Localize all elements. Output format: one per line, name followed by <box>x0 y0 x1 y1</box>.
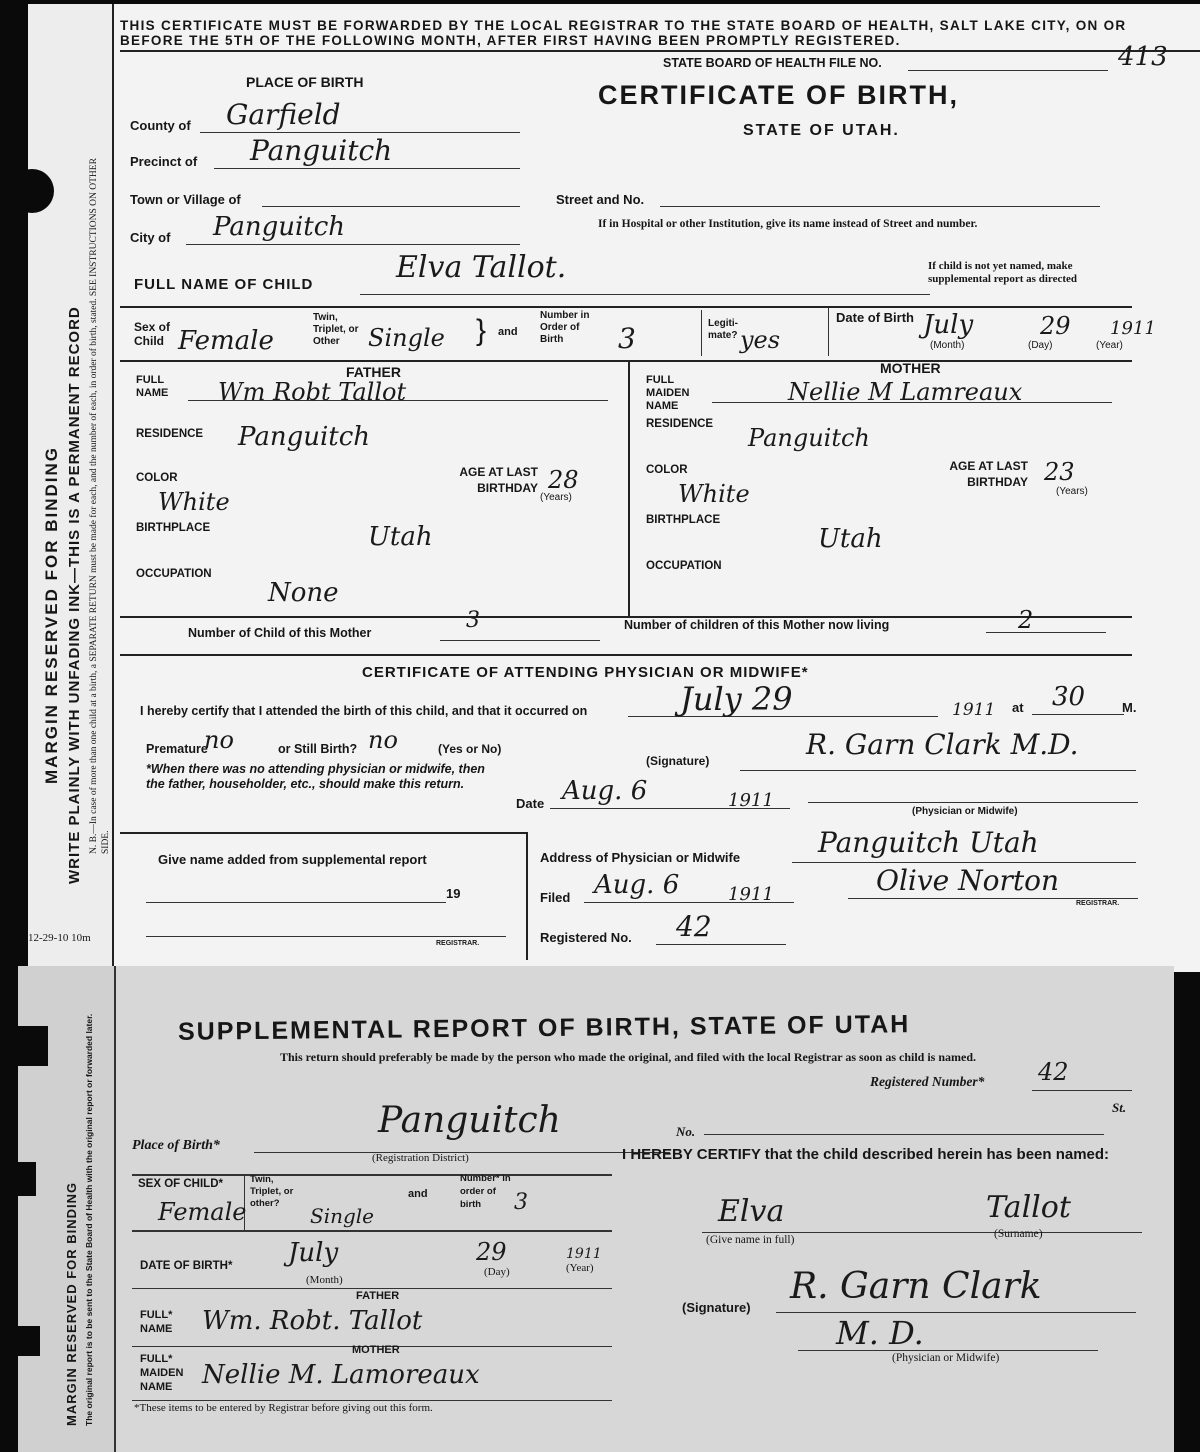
supplemental-19: 19 <box>446 886 461 901</box>
county-line <box>200 132 520 133</box>
mother-maiden-name-label: FULL* MAIDEN NAME <box>140 1353 184 1393</box>
supplemental-registrar-label: REGISTRAR. <box>436 940 480 947</box>
still-birth-label: or Still Birth? <box>278 742 358 756</box>
children-living-label: Number of children of this Mother now living <box>624 618 890 632</box>
hospital-note: If in Hospital or other Institution, give its name instead of Street and number. <box>598 218 978 230</box>
mother-name-value: Nellie M Lamreaux <box>788 378 1023 406</box>
father-birthplace-value: Utah <box>368 522 433 552</box>
father-age-label: AGE AT LAST BIRTHDAY <box>459 465 538 495</box>
father-header: FATHER <box>356 1290 400 1302</box>
dob-label: Date of Birth <box>836 310 914 325</box>
mother-maiden-name-value: Nellie M. Lamoreaux <box>202 1360 480 1390</box>
father-birthplace-label: BIRTHPLACE <box>136 522 211 534</box>
street-line <box>660 206 1100 207</box>
m-label: M. <box>1122 700 1137 715</box>
and-label: and <box>498 326 518 338</box>
punch-hole <box>10 169 54 213</box>
mother-residence-label: RESIDENCE <box>646 418 714 430</box>
form-code: 12-29-10 10m <box>28 932 91 944</box>
physician-footnote: *When there was no attending physician or midwife, then the father, householder, etc., should make this return. <box>146 762 485 791</box>
filed-value: Aug. 6 <box>594 870 680 900</box>
father-color-value: White <box>158 488 230 516</box>
still-birth-value: no <box>368 726 398 754</box>
certificate-title: CERTIFICATE OF BIRTH, <box>598 80 959 110</box>
at-line <box>1032 714 1124 715</box>
mother-years-label: (Years) <box>1056 486 1088 497</box>
precinct-line <box>214 168 520 169</box>
grid-rule <box>132 1400 612 1401</box>
child-name-label: FULL NAME OF CHILD <box>134 276 314 293</box>
registered-number-label: Registered Number* <box>870 1074 985 1089</box>
dob-day: 29 <box>1040 312 1071 340</box>
registrar-label: REGISTRAR. <box>1076 900 1120 907</box>
twin-label: Twin, Triplet, or Other <box>313 312 359 347</box>
father-header: FATHER <box>346 364 401 380</box>
signature-value: R. Garn Clark M.D. <box>806 728 1079 761</box>
registered-no-line <box>656 944 786 945</box>
supplemental-title: SUPPLEMENTAL REPORT OF BIRTH, STATE OF UTAH <box>177 1010 911 1046</box>
date-value: Aug. 6 <box>562 776 648 806</box>
registered-number-line <box>1032 1090 1132 1091</box>
address-value: Panguitch Utah <box>818 826 1039 859</box>
child-name-value: Elva Tallot. <box>396 250 567 285</box>
margin-note-text: N. B.—In case of more than one child at a birth, a SEPARATE RETURN must be made for each, and the number of each, in order of birth, stated. SEE INSTRUCTIONS ON OTHER SIDE. <box>89 158 111 854</box>
registrar-signature: Olive Norton <box>876 864 1060 897</box>
header-notice: THIS CERTIFICATE MUST BE FORWARDED BY THE LOCAL REGISTRAR TO THE STATE BOARD OF HEALTH, SALT LAKE CITY, ON OR BEFORE THE 5TH OF THE FOLLOWING MONTH, AFTER FIRST HAVING BEEN PROMPTLY REGISTERED. <box>120 18 1127 48</box>
file-no-value: 413 <box>1118 42 1168 72</box>
mother-name-label: FULL MAIDEN NAME <box>646 374 690 412</box>
binding-margin <box>28 4 114 972</box>
supplemental-name-line <box>146 902 446 903</box>
supp-signature-label: (Signature) <box>682 1300 751 1315</box>
sex-of-child-label: SEX OF CHILD* <box>138 1178 223 1190</box>
date-year: 1911 <box>728 790 774 811</box>
torn-edge <box>18 1326 40 1356</box>
torn-edge <box>18 1026 48 1066</box>
father-name-label: FULL NAME <box>136 374 169 399</box>
day-label: (Day) <box>1028 340 1053 351</box>
filed-label: Filed <box>540 890 571 905</box>
mother-color-value: White <box>678 480 750 508</box>
premature-label: Premature <box>146 742 208 756</box>
physician-or-midwife-label: (Physician or Midwife) <box>912 806 1018 817</box>
supplemental-margin-binding: MARGIN RESERVED FOR BINDING <box>64 1181 79 1426</box>
child-of-mother-line <box>440 640 600 641</box>
supplemental-footnote: *These items to be entered by Registrar before giving out this form. <box>134 1402 433 1414</box>
sex-label: Sex of Child <box>134 320 171 348</box>
county-value: Garfield <box>226 98 341 131</box>
supp-month-label: (Month) <box>306 1274 343 1286</box>
counts-rule <box>120 654 1132 656</box>
place-of-birth-label: Place of Birth* <box>132 1138 220 1153</box>
dob-year: 1911 <box>1110 318 1156 339</box>
address-line <box>792 862 1136 863</box>
date-label: Date <box>516 796 545 811</box>
file-no-label: STATE BOARD OF HEALTH FILE NO. <box>663 56 882 70</box>
supp-signature-line <box>776 1312 1136 1313</box>
supplemental-subtitle: This return should preferably be made by the person who made the original, and filed with the local Registrar as soon as child is named. <box>279 1050 977 1064</box>
street-no-label: No. <box>676 1124 696 1139</box>
supplemental-registrar-line <box>146 936 506 937</box>
registered-no-label: Registered No. <box>540 930 632 945</box>
certify-named-text <box>622 1144 1142 1166</box>
mother-occupation-label: OCCUPATION <box>646 560 722 572</box>
mother-age-value: 23 <box>1044 458 1075 486</box>
yes-no-label: (Yes or No) <box>438 742 502 756</box>
certify-date-value: July 29 <box>680 680 793 718</box>
street-label: Street and No. <box>556 192 645 207</box>
supplemental-name-label: Give name added from supplemental report <box>158 852 427 867</box>
town-label: Town or Village of <box>130 192 241 207</box>
at-value: 30 <box>1052 682 1086 712</box>
mother-age-label: AGE AT LAST BIRTHDAY <box>949 459 1028 489</box>
address-label: Address of Physician or Midwife <box>540 850 741 865</box>
surname-value: Tallot <box>986 1190 1071 1225</box>
year-label: (Year) <box>1096 340 1123 351</box>
precinct-value: Panguitch <box>250 134 393 167</box>
order-of-birth-value: 3 <box>514 1190 528 1215</box>
sex-value: Female <box>178 326 274 356</box>
county-label: County of <box>130 118 191 133</box>
registered-no-value: 42 <box>676 910 712 943</box>
month-label: (Month) <box>930 340 965 351</box>
certificate-of-birth <box>28 4 1200 972</box>
dob-year: 1911 <box>566 1246 602 1262</box>
father-color-label: COLOR <box>136 472 178 484</box>
given-name-value: Elva <box>718 1194 785 1229</box>
given-name-line <box>702 1232 1142 1233</box>
dob-label: DATE OF BIRTH* <box>140 1260 233 1272</box>
st-label: St. <box>1112 1100 1127 1115</box>
supplemental-margin-note: The original report is to be sent to the State Board of Health with the original report or forwarded later. <box>84 1013 94 1426</box>
margin-binding-text: MARGIN RESERVED FOR BINDING <box>42 446 61 784</box>
child-name-line <box>360 294 930 295</box>
mother-birthplace-value: Utah <box>818 524 883 554</box>
mother-color-label: COLOR <box>646 464 688 476</box>
file-no-line <box>908 70 1108 71</box>
father-occupation-label: OCCUPATION <box>136 568 212 580</box>
premature-value: no <box>204 726 234 754</box>
supp-year-label: (Year) <box>566 1262 594 1274</box>
father-full-name-value: Wm. Robt. Tallot <box>202 1306 423 1336</box>
father-age-value: 28 <box>548 466 579 494</box>
twin-triplet-label: Twin, Triplet, or other? <box>250 1174 294 1209</box>
legit-value: yes <box>740 326 781 354</box>
mother-birthplace-label: BIRTHPLACE <box>646 514 721 526</box>
children-living-value: 2 <box>1018 606 1034 634</box>
dob-month: July <box>288 1238 339 1268</box>
supp-signature-md: M. D. <box>836 1314 924 1352</box>
order-of-birth-label: Number* in order of birth <box>460 1173 511 1210</box>
supp-signature-value: R. Garn Clark <box>790 1266 1042 1307</box>
twin-value: Single <box>368 324 445 352</box>
supplemental-report <box>18 966 1174 1452</box>
children-living-line <box>986 632 1106 633</box>
grid-rule <box>132 1288 612 1289</box>
mother-residence-value: Panguitch <box>748 424 870 452</box>
city-label: City of <box>130 230 171 245</box>
mother-header: MOTHER <box>880 360 941 376</box>
registration-district-label: (Registration District) <box>372 1152 469 1164</box>
legit-label: Legiti-mate? <box>708 318 738 341</box>
city-line <box>186 244 520 245</box>
registrar-line <box>848 898 1138 899</box>
header-rule <box>120 50 1200 52</box>
signature-line <box>740 770 1136 771</box>
filed-year: 1911 <box>728 884 774 905</box>
sex-of-child-value: Female <box>158 1198 247 1226</box>
certify-year: 1911 <box>952 700 996 720</box>
twin-triplet-value: Single <box>310 1204 375 1228</box>
registered-number-value: 42 <box>1038 1058 1069 1086</box>
and-label: and <box>408 1188 428 1200</box>
physician-title-line <box>808 802 1138 803</box>
mother-header: MOTHER <box>352 1344 400 1356</box>
supp-day-label: (Day) <box>484 1266 510 1278</box>
father-years-label: (Years) <box>540 492 572 503</box>
supp-physician-label: (Physician or Midwife) <box>892 1352 1000 1364</box>
order-value: 3 <box>618 322 636 355</box>
grid-rule <box>132 1230 612 1232</box>
child-of-mother-value: 3 <box>466 608 480 633</box>
place-of-birth-value: Panguitch <box>378 1100 561 1141</box>
dob-day: 29 <box>476 1238 507 1266</box>
child-of-mother-label: Number of Child of this Mother <box>188 626 372 640</box>
father-occupation-value: None <box>268 578 339 608</box>
given-name-label: (Give name in full) <box>706 1234 795 1246</box>
precinct-label: Precinct of <box>130 154 198 169</box>
parents-divider <box>628 360 630 616</box>
margin-ink-text: WRITE PLAINLY WITH UNFADING INK—THIS IS A PERMANENT RECORD <box>66 306 83 884</box>
surname-label: (Surname) <box>994 1228 1043 1240</box>
certify-named-span: I HEREBY CERTIFY that the child described herein has been named: <box>622 1146 1110 1163</box>
city-value: Panguitch <box>213 212 346 242</box>
dob-month: July <box>923 310 974 340</box>
town-line <box>262 206 520 207</box>
father-full-name-label: FULL* NAME <box>140 1309 173 1335</box>
place-of-birth-header: PLACE OF BIRTH <box>246 74 364 90</box>
street-no-line <box>704 1134 1104 1135</box>
certificate-subtitle: STATE OF UTAH. <box>743 122 900 139</box>
father-residence-label: RESIDENCE <box>136 428 204 440</box>
not-named-note: If child is not yet named, make supplemental report as directed <box>928 260 1077 285</box>
at-label: at <box>1012 700 1024 715</box>
supp-physician-line <box>798 1350 1098 1351</box>
torn-edge <box>18 1162 36 1196</box>
father-name-value: Wm Robt Tallot <box>218 378 407 406</box>
row-divider <box>701 310 702 356</box>
father-residence-value: Panguitch <box>238 422 371 452</box>
brace-icon: } <box>476 314 487 347</box>
physician-header: CERTIFICATE OF ATTENDING PHYSICIAN OR MIDWIFE* <box>362 664 809 681</box>
order-label: Number in Order of Birth <box>540 310 590 345</box>
certify-text: I hereby certify that I attended the birth of this child, and that it occurred on <box>140 704 588 718</box>
signature-label: (Signature) <box>646 754 710 768</box>
